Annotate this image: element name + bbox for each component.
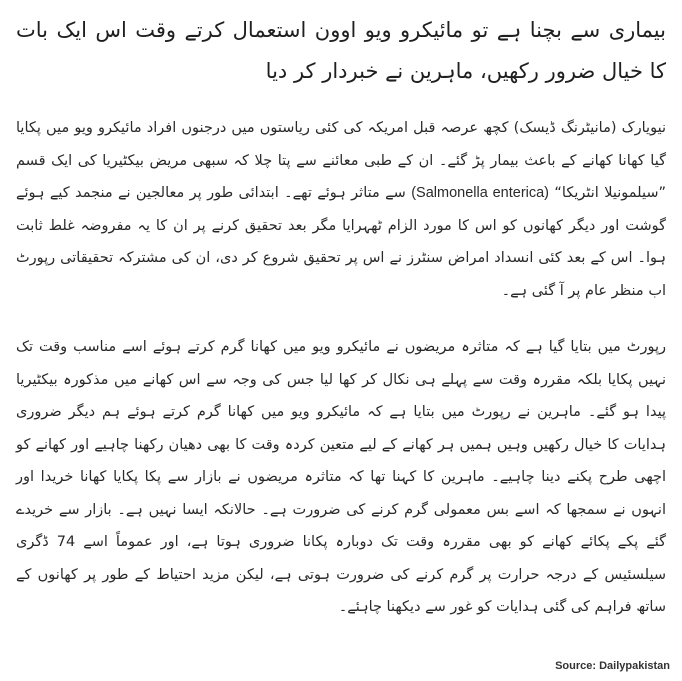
article-paragraph-1	[16, 112, 666, 307]
paragraph-1-text-before: نیویارک (مانیٹرنگ ڈیسک) کچھ عرصہ قبل امریکہ کی کئی ریاستوں میں درجنوں افراد مائیکرو ویو میں پکایا گیا کھانا کھانے کے باعث بیمار پڑ گئے۔ ان کے طبی معائنے سے پتا چلا کہ سبھی مریض بیکٹیریا کی ایک قسم ”سیلمونیلا انٹریکا“	[16, 120, 667, 201]
article-paragraph-2: رپورٹ میں بتایا گیا ہے کہ متاثرہ مریضوں نے مائیکرو ویو میں کھانا گرم کرتے ہوئے اسے مناسب وقت تک نہیں پکایا بلکہ مقررہ وقت سے پہلے ہی نکال کر کھا لیا جس کی وجہ سے اس کھانے میں مذکورہ بیکٹیریا پیدا ہو گئے۔ ماہرین نے رپورٹ میں بتایا ہے کہ مائیکرو ویو میں کھانا گرم کرتے ہوئے ہم دیگر ضروری ہدایات کا خیال رکھیں وہیں ہمیں ہر کھانے کے لیے متعین کردہ وقت کا بھی دھیان رکھنا چاہیے اور کھانے کو اچھی طرح پکنے دینا چاہیے۔ ماہرین کا کہنا تھا کہ متاثرہ مریضوں نے بازار سے پکا پکایا کھانا خریدا اور انہوں نے سمجھا کہ اسے بس معمولی گرم کرنے کی ضرورت ہے۔ حالانکہ ایسا نہیں ہے۔ بازار سے خریدے گئے پکے پکائے کھانے کو بھی مقررہ وقت تک دوبارہ پکانا ضروری ہوتا ہے، اور عموماً اسے 74 ڈگری سیلسئیس کے درجہ حرارت پر گرم کرنے کی ضرورت ہوتی ہے، لیکن مزید احتیاط کے طور پر کھانوں کے ساتھ فراہم کی گئی ہدایات کو غور سے دیکھنا چاہئے۔	[16, 339, 666, 615]
paragraph-1-latin-term: (Salmonella enterica)	[411, 185, 550, 201]
source-credit: Source: Dailypakistan	[555, 660, 670, 672]
article	[16, 10, 666, 648]
paragraph-1-text-after: سے متاثر ہوئے تھے۔ ابتدائی طور پر معالجین نے منجمد کیے ہوئے گوشت اور دیگر کھانوں کو اس کا مورد الزام ٹھہرایا مگر بعد تحقیق کرنے پر ان کا یہ مفروضہ غلط ثابت ہوا۔ اس کے بعد کئی انسداد امراض سنٹرز نے اس پر تحقیق شروع کر دی، ان کی مشترکہ تحقیقاتی رپورٹ اب منظر عام پر آ گئی ہے۔	[16, 185, 666, 299]
article-headline: بیماری سے بچنا ہے تو مائیکرو ویو اوون استعمال کرتے وقت اس ایک بات کا خیال ضرور رکھیں، ماہرین نے خبردار کر دیا	[16, 18, 666, 83]
